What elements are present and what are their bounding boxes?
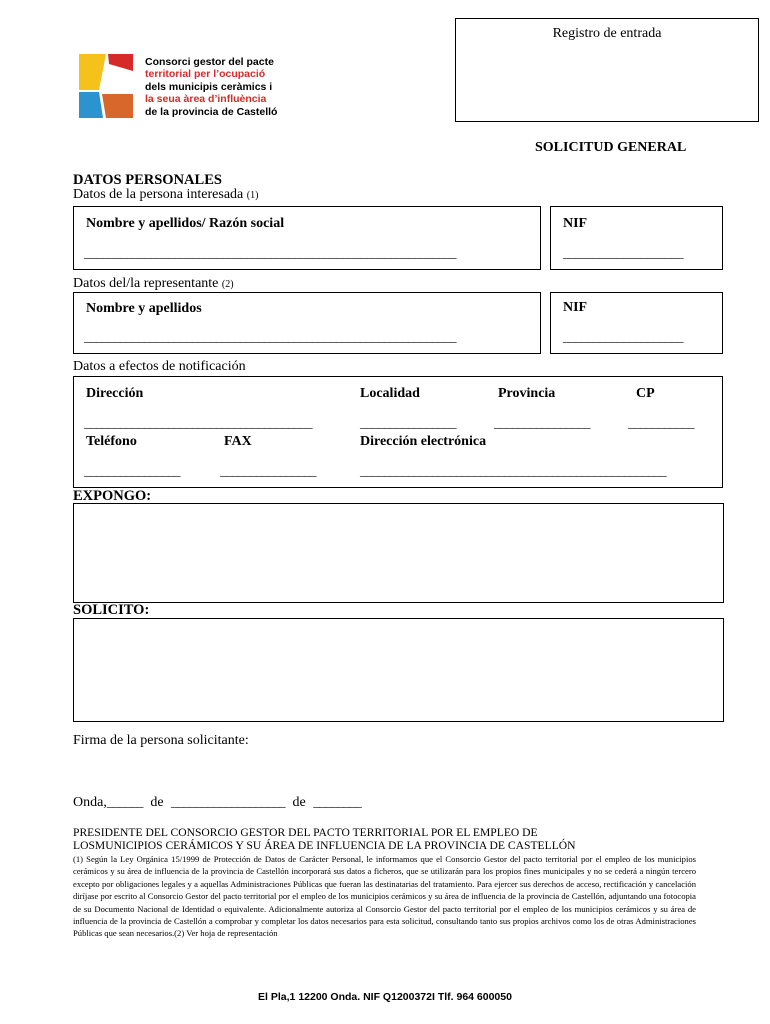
rep-nombre-blank[interactable]: ______________________________________________________________ (84, 329, 456, 344)
notificacion-heading: Datos a efectos de notificación (73, 359, 246, 374)
logo-white-shape (101, 67, 133, 92)
logo-blue-shape (79, 92, 103, 118)
interesada-nif-box[interactable] (550, 206, 723, 270)
page-title: SOLICITUD GENERAL (535, 140, 687, 155)
legal-notice: (1) Según la Ley Orgánica 15/1999 de Protección de Datos de Carácter Personal, le informamos que el Consorcio Gestor del pacto territorial por el empleo de los municipios cerámicos y su área de influencia de la provincia de Castellón incorporará sus datos a ficheros, que se utilizarán para los propios fines municipales y no se cederá a ningún tercero excepto por obligaciones legales y a aquellas Administraciones Públicas que fueran las destinatarias del tratamiento. Para ejercer sus derechos de acceso, rectificación y cancelación diríjase por escrito al Consorcio Gestor del pacto territorial por el empleo de los municipios cerámicos y su área de influencia de la provincia de Castellón, adjuntando una fotocopia de su Documento Nacional de Identidad o equivalente. Adicionalmente autoriza al Consorcio Gestor del pacto territorial por el empleo de los municipios cerámicos y su área de influencia de la provincia de Castellón a comprobar y completar los datos necesarios para esta solicitud, consultando tanto sus propios archivos como los de otras Administraciones Públicas que sean necesarios.(2) Ver hoja de representación (73, 854, 696, 939)
registro-entrada-box[interactable] (455, 18, 759, 122)
nombre-blank[interactable]: ______________________________________________________________ (84, 245, 456, 260)
interesada-label-text: Datos de la persona interesada (73, 187, 244, 202)
expongo-label: EXPONGO: (73, 488, 152, 504)
interesada-nombre-box[interactable] (73, 206, 541, 270)
fecha-de-2: de (292, 795, 306, 810)
nif-label: NIF (563, 216, 588, 231)
telefono-blank[interactable]: ________________ (84, 463, 180, 478)
destinatario-line: LOSMUNICIPIOS CERÁMICOS Y SU ÁREA DE INFLUENCIA DE LA PROVINCIA DE CASTELLÓN (73, 839, 576, 852)
direccion-label: Dirección (86, 386, 144, 401)
logo-text-block (145, 56, 277, 118)
fecha-line (73, 794, 361, 811)
rep-nombre-label: Nombre y apellidos (86, 301, 202, 316)
consorci-logo (79, 54, 133, 118)
fecha-lugar: Onda, (73, 795, 107, 810)
interesada-label (73, 187, 258, 203)
rep-nif-label: NIF (563, 300, 588, 315)
representante-nif-box[interactable] (550, 292, 723, 354)
logo-line: dels municipis ceràmics i (145, 80, 273, 93)
localidad-label: Localidad (360, 386, 420, 401)
logo-line: Consorci gestor del pacte (145, 56, 274, 68)
fecha-de-1: de (150, 795, 164, 810)
representante-nombre-box[interactable] (73, 292, 541, 354)
solicito-label: SOLICITO: (73, 602, 150, 618)
expongo-box[interactable] (73, 503, 724, 603)
logo-line: de la provincia de Castelló (145, 105, 278, 118)
logo-orange-shape (102, 94, 133, 118)
footer-address: El Pla,1 12200 Onda. NIF Q1200372I Tlf. 964 600050 (258, 991, 512, 1003)
fecha-mes-blank[interactable]: ___________________ (171, 794, 286, 809)
representante-note: (2) (221, 279, 234, 290)
interesada-note: (1) (246, 190, 259, 201)
fecha-dia-blank[interactable]: ______ (106, 794, 143, 809)
fecha-anyo-blank[interactable]: ________ (313, 794, 362, 809)
nif-blank[interactable]: ____________________ (563, 245, 683, 260)
provincia-label: Provincia (498, 386, 556, 401)
destinatario-line: PRESIDENTE DEL CONSORCIO GESTOR DEL PACTO TERRITORIAL POR EL EMPLEO DE (73, 826, 538, 839)
email-label: Dirección electrónica (360, 434, 487, 449)
logo-yellow-shape (79, 54, 106, 90)
solicito-box[interactable] (73, 618, 724, 722)
notificacion-box (73, 376, 723, 488)
localidad-blank[interactable]: ________________ (360, 415, 456, 430)
email-blank[interactable]: ___________________________________________________ (360, 463, 666, 478)
registro-entrada-label: Registro de entrada (552, 26, 662, 41)
fax-blank[interactable]: ________________ (220, 463, 316, 478)
cp-label: CP (636, 386, 655, 401)
nombre-label: Nombre y apellidos/ Razón social (86, 216, 285, 231)
cp-blank[interactable]: ___________ (628, 415, 694, 430)
datos-personales-heading: DATOS PERSONALES (73, 172, 222, 188)
representante-label-text: Datos del/la representante (73, 276, 219, 291)
destinatario-block (73, 826, 576, 852)
direccion-blank[interactable]: ______________________________________ (84, 415, 312, 430)
telefono-label: Teléfono (86, 434, 137, 449)
representante-label (73, 276, 234, 292)
logo-line: la seua àrea d’influència (145, 93, 267, 106)
logo-line: territorial per l’ocupació (145, 68, 266, 81)
consorci-logo-icon (79, 54, 133, 118)
rep-nif-blank[interactable]: ____________________ (563, 329, 683, 344)
fax-label: FAX (224, 434, 252, 449)
provincia-blank[interactable]: ________________ (494, 415, 590, 430)
firma-label: Firma de la persona solicitante: (73, 733, 249, 748)
